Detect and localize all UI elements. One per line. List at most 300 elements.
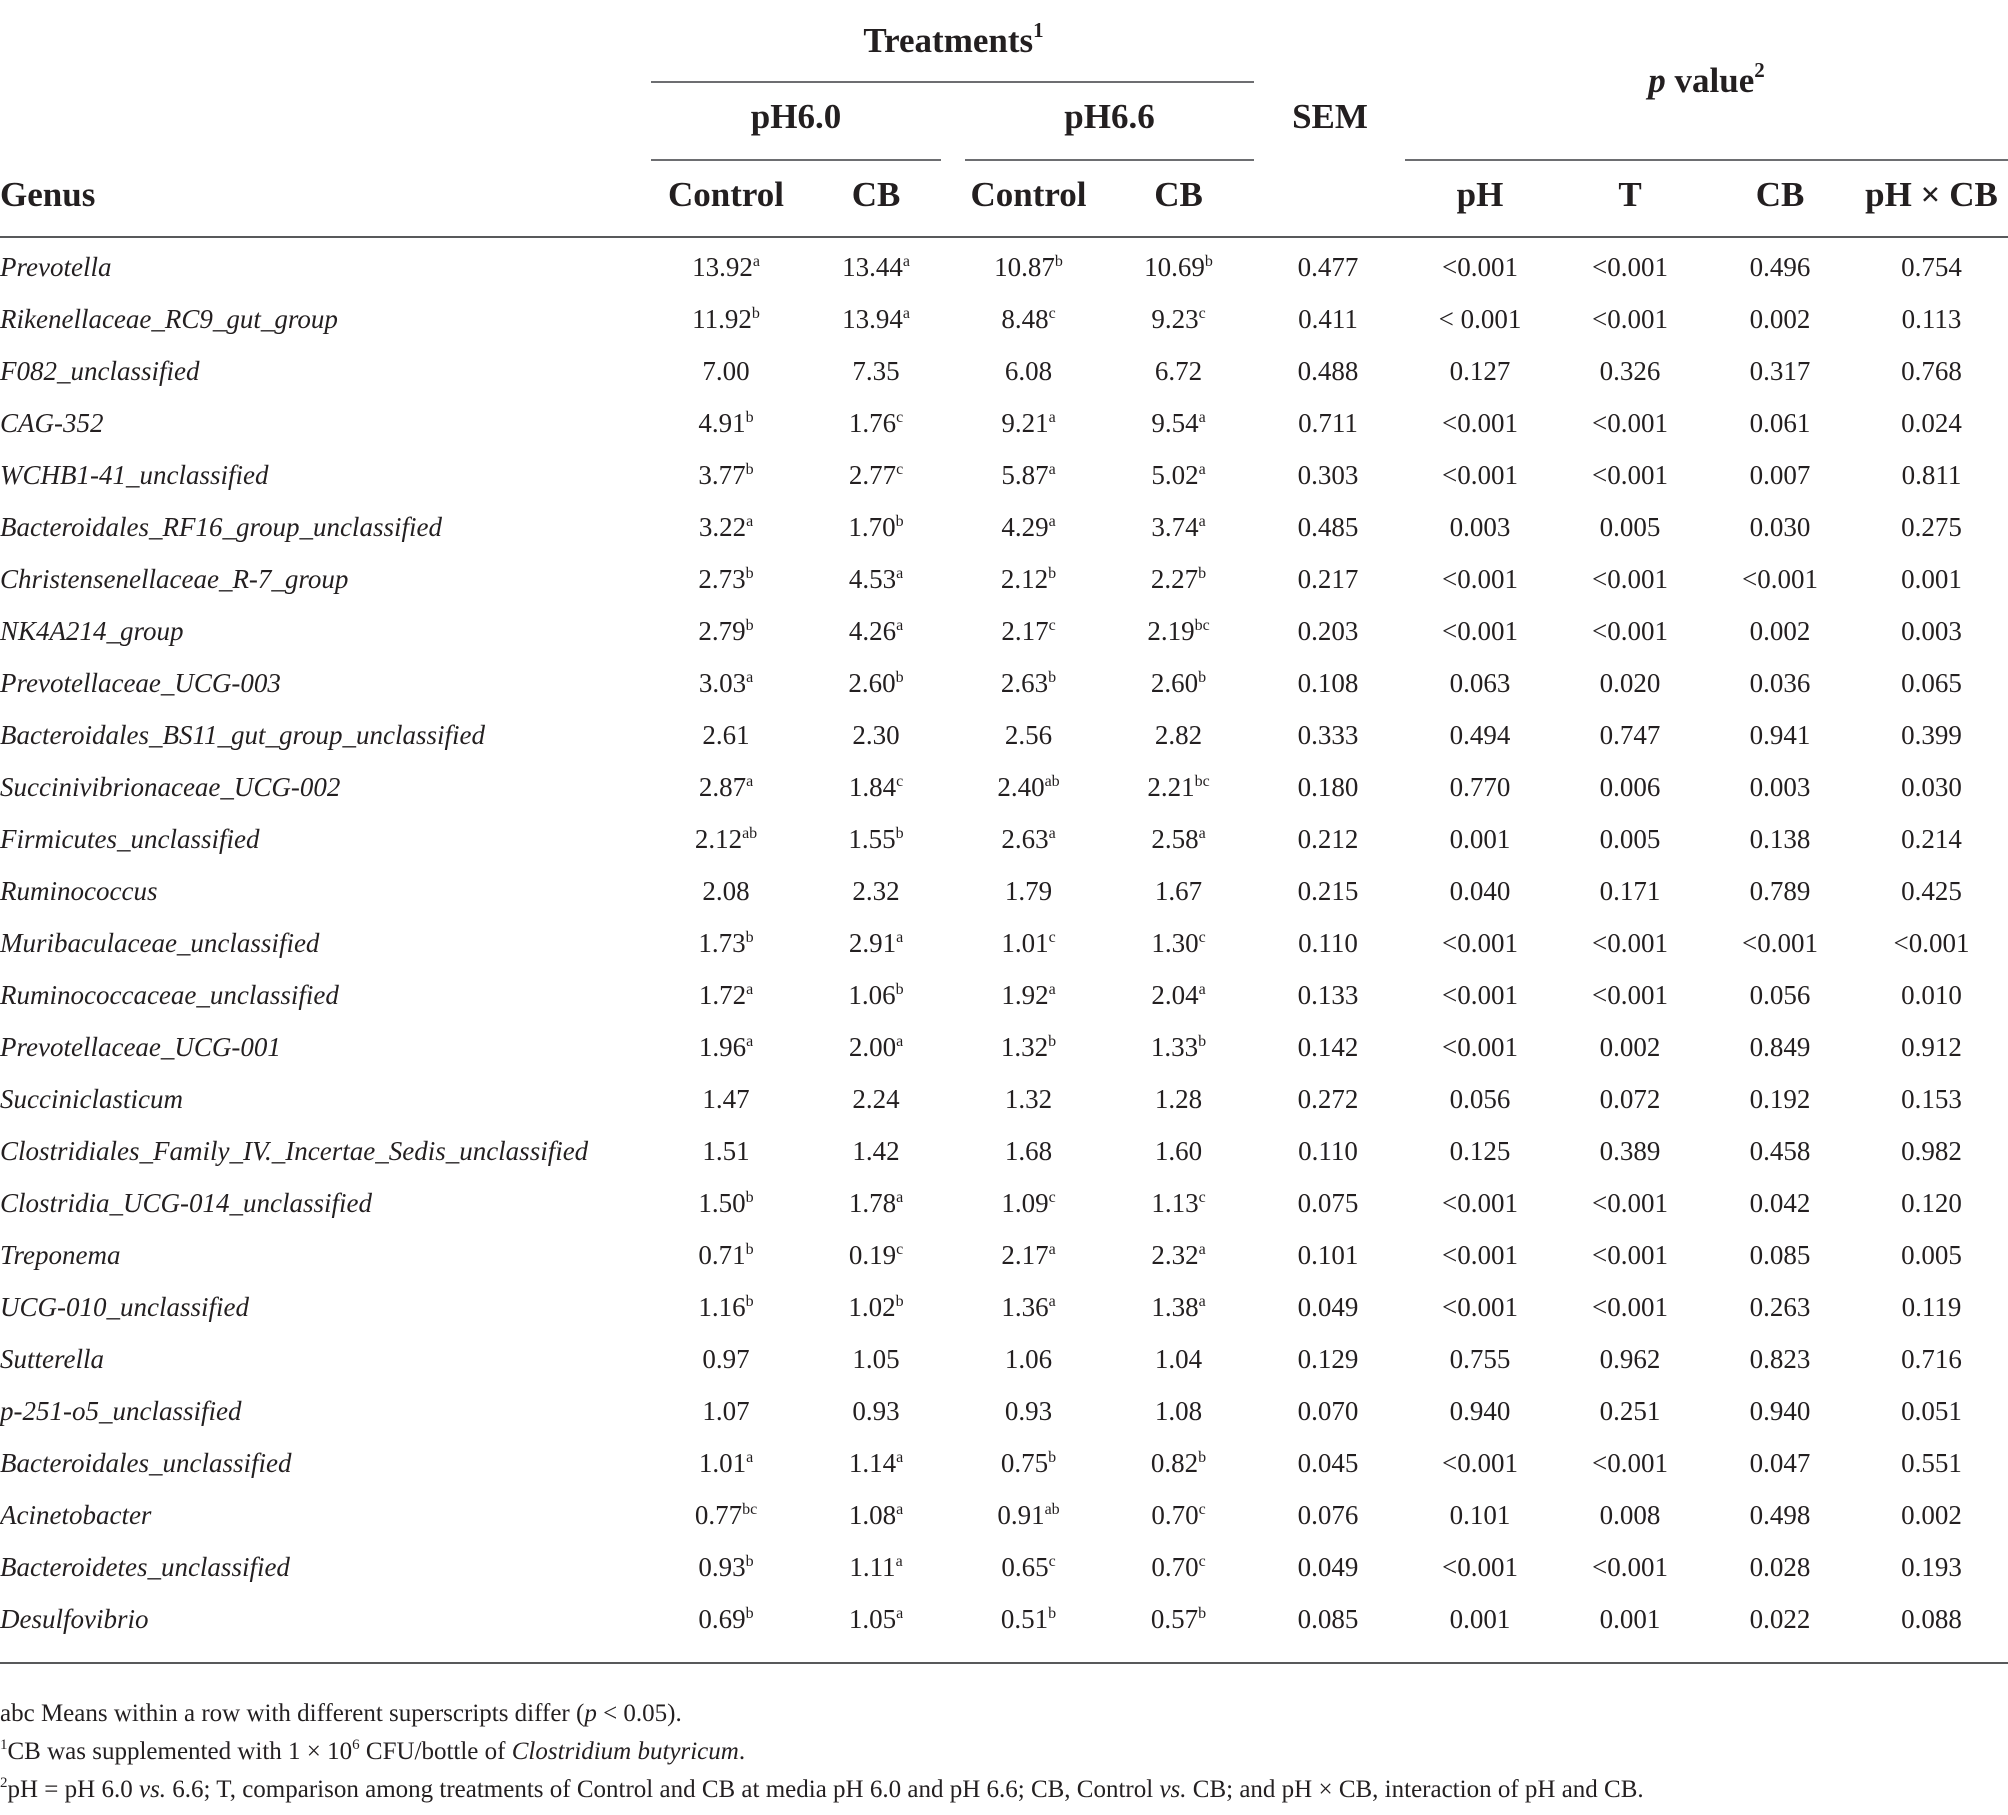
mean-cell: 1.72$^a$ (698, 979, 754, 1010)
sem-cell: 0.085 (1297, 1603, 1359, 1634)
pvalue-cell: 0.006 (1599, 771, 1661, 802)
mean-cell: 2.87$^a$ (698, 771, 754, 802)
mean-cell: 1.47 (702, 1083, 750, 1114)
pvalue-cell: 0.020 (1599, 667, 1661, 698)
pvalue-cell: 0.770 (1449, 771, 1511, 802)
ph60-rule (651, 159, 941, 161)
mean-cell: 7.00 (702, 355, 750, 386)
sem-cell: 0.217 (1297, 563, 1359, 594)
table-row (0, 1125, 2008, 1177)
pvalue-cell: 0.912 (1901, 1031, 1962, 1062)
pvalue-cell: 0.113 (1901, 303, 1962, 334)
mean-cell: 2.58$^a$ (1151, 823, 1206, 854)
control-ph66-header: Control (970, 175, 1087, 214)
pvalue-cell: <0.001 (1442, 251, 1518, 282)
pvalue-cell: 0.005 (1901, 1239, 1962, 1270)
mean-cell: 6.08 (1004, 355, 1053, 386)
data-table (0, 241, 2008, 1645)
mean-cell: 1.09$^c$ (1001, 1187, 1056, 1218)
mean-cell: 1.06$^b$ (848, 979, 904, 1010)
mean-cell: 2.82 (1154, 719, 1203, 750)
genus-cell: Clostridiales_Family_IV._Incertae_Sedis_unclassified (0, 1135, 589, 1166)
pvalue-cell: 0.768 (1901, 355, 1962, 386)
mean-cell: 1.50$^b$ (698, 1187, 754, 1218)
mean-cell: 1.42 (852, 1135, 900, 1166)
pvalue-cell: <0.001 (1592, 979, 1668, 1010)
genus-cell: Ruminococcus (0, 875, 158, 906)
pvalue-cell: <0.001 (1442, 1187, 1518, 1218)
treatments-rule (651, 81, 1254, 83)
pvalue-cell: <0.001 (1442, 1291, 1518, 1322)
table-row (0, 1177, 2008, 1229)
pvalue-cell: 0.940 (1749, 1395, 1811, 1426)
pvalue-cell: 0.982 (1901, 1135, 1962, 1166)
pvalue-rule (1405, 159, 2008, 161)
mean-cell: 2.73$^b$ (698, 563, 754, 594)
treatments-header: Treatments$^1$ (863, 18, 1044, 60)
pvalue-cell: 0.003 (1449, 511, 1511, 542)
pvalue-cell: 0.056 (1749, 979, 1811, 1010)
sem-cell: 0.070 (1297, 1395, 1359, 1426)
sem-cell: 0.133 (1297, 979, 1359, 1010)
mean-cell: 2.08 (702, 875, 750, 906)
mean-cell: 0.93 (852, 1395, 900, 1426)
cb-ph60-header: CB (851, 175, 901, 214)
ph66-rule (965, 159, 1254, 161)
sem-cell: 0.110 (1298, 1135, 1358, 1166)
mean-cell: 1.70$^b$ (848, 511, 904, 542)
mean-cell: 1.11$^a$ (849, 1551, 903, 1582)
mean-cell: 0.71$^b$ (698, 1239, 754, 1270)
p-phcb-header: pH × CB (1865, 175, 1998, 214)
mean-cell: 0.97 (702, 1343, 750, 1374)
genus-cell: Prevotellaceae_UCG-003 (0, 667, 281, 698)
pvalue-cell: 0.747 (1599, 719, 1661, 750)
pvalue-cell: 0.047 (1749, 1447, 1811, 1478)
genus-cell: Sutterella (0, 1343, 104, 1374)
mean-cell: 1.02$^b$ (848, 1291, 904, 1322)
pvalue-header: p value$^2$ (1648, 58, 1765, 100)
mean-cell: 2.77$^c$ (848, 459, 904, 490)
pvalue-cell: 0.005 (1599, 823, 1661, 854)
genus-cell: CAG-352 (0, 407, 104, 438)
pvalue-cell: 0.028 (1749, 1551, 1811, 1582)
mean-cell: 0.57$^b$ (1150, 1603, 1207, 1634)
pvalue-cell: 0.085 (1749, 1239, 1811, 1270)
pvalue-cell: 0.024 (1901, 407, 1962, 438)
pvalue-cell: 0.193 (1901, 1551, 1962, 1582)
cb-ph66-header: CB (1154, 175, 1203, 214)
table-row (0, 1073, 2008, 1125)
genus-cell: Bacteroidales_unclassified (0, 1447, 292, 1478)
pvalue-cell: 0.101 (1449, 1499, 1511, 1530)
mean-cell: 2.40$^{ab}$ (997, 771, 1060, 802)
p-cb-header: CB (1755, 175, 1805, 214)
pvalue-cell: < 0.001 (1438, 303, 1522, 334)
mean-cell: 4.91$^b$ (698, 407, 754, 438)
p-ph-header: pH (1456, 175, 1504, 214)
table-row (0, 1333, 2008, 1385)
table-row (0, 397, 2008, 449)
sem-cell: 0.110 (1298, 927, 1358, 958)
genus-cell: Acinetobacter (0, 1499, 152, 1530)
genus-cell: Ruminococcaceae_unclassified (0, 979, 339, 1010)
table-row (0, 761, 2008, 813)
genus-cell: WCHB1-41_unclassified (0, 459, 269, 490)
pvalue-cell: 0.008 (1599, 1499, 1661, 1530)
mean-cell: 1.36$^a$ (1001, 1291, 1056, 1322)
sem-cell: 0.076 (1297, 1499, 1359, 1530)
mean-cell: 1.07 (702, 1395, 750, 1426)
pvalue-cell: 0.002 (1599, 1031, 1661, 1062)
pvalue-cell: <0.001 (1592, 251, 1668, 282)
pvalue-cell: 0.811 (1901, 459, 1962, 490)
pvalue-cell: <0.001 (1592, 1551, 1668, 1582)
pvalue-cell: 0.001 (1901, 563, 1962, 594)
table-row (0, 553, 2008, 605)
mean-cell: 2.00$^a$ (848, 1031, 904, 1062)
genus-cell: Clostridia_UCG-014_unclassified (0, 1187, 373, 1218)
mean-cell: 5.02$^a$ (1151, 459, 1206, 490)
pvalue-cell: 0.088 (1901, 1603, 1962, 1634)
mean-cell: 1.84$^c$ (848, 771, 904, 802)
pvalue-cell: 0.214 (1901, 823, 1962, 854)
mean-cell: 0.51$^b$ (1000, 1603, 1057, 1634)
mean-cell: 11.92$^b$ (692, 303, 760, 334)
mean-cell: 1.28 (1154, 1083, 1203, 1114)
pvalue-cell: <0.001 (1592, 1239, 1668, 1270)
pvalue-cell: 0.849 (1749, 1031, 1811, 1062)
ph66-header: pH6.6 (1064, 97, 1155, 136)
control-ph60-header: Control (667, 175, 785, 214)
pvalue-cell: 0.030 (1901, 771, 1962, 802)
mean-cell: 2.17$^a$ (1001, 1239, 1056, 1270)
table-row (0, 1489, 2008, 1541)
mean-cell: 1.33$^b$ (1150, 1031, 1207, 1062)
genus-cell: Bacteroidales_RF16_group_unclassified (0, 511, 442, 542)
mean-cell: 1.32 (1004, 1083, 1053, 1114)
mean-cell: 4.53$^a$ (848, 563, 904, 594)
pvalue-cell: 0.941 (1749, 719, 1811, 750)
sem-cell: 0.049 (1297, 1551, 1359, 1582)
pvalue-cell: 0.192 (1749, 1083, 1811, 1114)
mean-cell: 1.60 (1154, 1135, 1203, 1166)
sem-cell: 0.075 (1297, 1187, 1359, 1218)
pvalue-cell: 0.171 (1599, 875, 1661, 906)
mean-cell: 1.78$^a$ (848, 1187, 904, 1218)
table-row (0, 501, 2008, 553)
sem-cell: 0.272 (1297, 1083, 1359, 1114)
table-row (0, 969, 2008, 1021)
sem-cell: 0.303 (1297, 459, 1359, 490)
table-row (0, 1541, 2008, 1593)
sem-cell: 0.488 (1297, 355, 1359, 386)
mean-cell: 0.82$^b$ (1150, 1447, 1207, 1478)
mean-cell: 8.48$^c$ (1001, 303, 1056, 334)
table-row (0, 813, 2008, 865)
pvalue-cell: 0.127 (1449, 355, 1511, 386)
pvalue-cell: <0.001 (1893, 927, 1970, 958)
pvalue-cell: 0.755 (1449, 1343, 1511, 1374)
mean-cell: 1.51 (702, 1135, 750, 1166)
pvalue-cell: <0.001 (1592, 563, 1668, 594)
pvalue-cell: 0.065 (1901, 667, 1962, 698)
table-row (0, 865, 2008, 917)
pvalue-cell: <0.001 (1442, 459, 1518, 490)
table-row (0, 449, 2008, 501)
mean-cell: 0.70$^c$ (1151, 1551, 1206, 1582)
mean-cell: 1.76$^c$ (848, 407, 904, 438)
table-row (0, 293, 2008, 345)
genus-cell: Rikenellaceae_RC9_gut_group (0, 303, 338, 334)
mean-cell: 13.44$^a$ (842, 251, 910, 282)
pvalue-cell: <0.001 (1592, 1187, 1668, 1218)
mean-cell: 1.08$^a$ (848, 1499, 904, 1530)
mean-cell: 1.16$^b$ (698, 1291, 754, 1322)
pvalue-cell: 0.389 (1599, 1135, 1661, 1166)
pvalue-cell: 0.022 (1749, 1603, 1811, 1634)
genus-cell: UCG-010_unclassified (0, 1291, 249, 1322)
pvalue-cell: <0.001 (1442, 1239, 1518, 1270)
mean-cell: 0.70$^c$ (1151, 1499, 1206, 1530)
mean-cell: 9.54$^a$ (1151, 407, 1206, 438)
mean-cell: 7.35 (852, 355, 900, 386)
mean-cell: 10.69$^b$ (1144, 251, 1213, 282)
pvalue-cell: 0.003 (1901, 615, 1962, 646)
mean-cell: 1.96$^a$ (698, 1031, 754, 1062)
mean-cell: 1.32$^b$ (1000, 1031, 1057, 1062)
genus-cell: Succiniclasticum (0, 1083, 183, 1114)
pvalue-cell: 0.051 (1901, 1395, 1962, 1426)
mean-cell: 10.87$^b$ (994, 251, 1063, 282)
sem-cell: 0.212 (1297, 823, 1359, 854)
genus-cell: Desulfovibrio (0, 1603, 149, 1634)
mean-cell: 2.32$^a$ (1151, 1239, 1206, 1270)
pvalue-cell: <0.001 (1442, 407, 1518, 438)
pvalue-cell: 0.042 (1749, 1187, 1811, 1218)
pvalue-cell: 0.063 (1449, 667, 1511, 698)
pvalue-cell: 0.494 (1449, 719, 1511, 750)
table-row (0, 605, 2008, 657)
genus-cell: Prevotellaceae_UCG-001 (0, 1031, 281, 1062)
pvalue-cell: 0.007 (1749, 459, 1811, 490)
pvalue-cell: 0.251 (1599, 1395, 1661, 1426)
pvalue-cell: 0.754 (1901, 251, 1962, 282)
table-row (0, 241, 2008, 293)
sem-cell: 0.203 (1297, 615, 1359, 646)
pvalue-cell: <0.001 (1442, 615, 1518, 646)
pvalue-cell: <0.001 (1442, 1551, 1518, 1582)
pvalue-cell: <0.001 (1442, 927, 1518, 958)
footnote-abc: abc Means within a row with different superscripts differ (p < 0.05). (0, 1700, 682, 1727)
mean-cell: 1.30$^c$ (1151, 927, 1206, 958)
pvalue-cell: <0.001 (1592, 1447, 1668, 1478)
mean-cell: 2.63$^b$ (1000, 667, 1057, 698)
pvalue-cell: <0.001 (1742, 927, 1818, 958)
sem-cell: 0.411 (1298, 303, 1358, 334)
sem-cell: 0.711 (1298, 407, 1358, 438)
table-row (0, 1021, 2008, 1073)
sem-cell: 0.129 (1297, 1343, 1359, 1374)
pvalue-cell: <0.001 (1442, 1031, 1518, 1062)
mean-cell: 1.73$^b$ (698, 927, 754, 958)
mean-cell: 1.92$^a$ (1001, 979, 1056, 1010)
genus-cell: Bacteroidales_BS11_gut_group_unclassified (0, 719, 485, 750)
sem-cell: 0.180 (1297, 771, 1359, 802)
mean-cell: 2.63$^a$ (1001, 823, 1056, 854)
mean-cell: 2.17$^c$ (1001, 615, 1056, 646)
mean-cell: 1.01$^a$ (698, 1447, 754, 1478)
sem-cell: 0.333 (1297, 719, 1359, 750)
genus-cell: NK4A214_group (0, 615, 184, 646)
pvalue-cell: <0.001 (1442, 1447, 1518, 1478)
mean-cell: 2.30 (852, 719, 900, 750)
mean-cell: 2.61 (702, 719, 750, 750)
mean-cell: 2.32 (852, 875, 900, 906)
pvalue-cell: 0.003 (1749, 771, 1811, 802)
mean-cell: 2.91$^a$ (848, 927, 904, 958)
pvalue-cell: <0.001 (1592, 1291, 1668, 1322)
mean-cell: 6.72 (1154, 355, 1203, 386)
mean-cell: 1.08 (1154, 1395, 1203, 1426)
pvalue-cell: 0.072 (1599, 1083, 1661, 1114)
sem-cell: 0.485 (1297, 511, 1359, 542)
mean-cell: 0.93$^b$ (698, 1551, 754, 1582)
mean-cell: 13.92$^a$ (692, 251, 760, 282)
mean-cell: 0.93 (1004, 1395, 1053, 1426)
pvalue-cell: 0.823 (1749, 1343, 1811, 1374)
sem-header: SEM (1292, 97, 1368, 136)
sem-cell: 0.101 (1297, 1239, 1359, 1270)
pvalue-cell: <0.001 (1442, 563, 1518, 594)
mean-cell: 2.12$^{ab}$ (694, 823, 758, 854)
table-row (0, 1281, 2008, 1333)
sem-cell: 0.045 (1297, 1447, 1359, 1478)
pvalue-cell: 0.001 (1599, 1603, 1661, 1634)
pvalue-cell: 0.061 (1749, 407, 1811, 438)
pvalue-cell: <0.001 (1442, 979, 1518, 1010)
mean-cell: 2.04$^a$ (1151, 979, 1206, 1010)
mean-cell: 5.87$^a$ (1001, 459, 1056, 490)
pvalue-cell: 0.962 (1599, 1343, 1661, 1374)
mean-cell: 2.60$^b$ (848, 667, 904, 698)
pvalue-cell: 0.551 (1901, 1447, 1962, 1478)
pvalue-cell: 0.496 (1749, 251, 1811, 282)
pvalue-cell: 0.789 (1749, 875, 1811, 906)
genus-cell: Bacteroidetes_unclassified (0, 1551, 290, 1582)
mean-cell: 1.01$^c$ (1001, 927, 1056, 958)
table-row (0, 917, 2008, 969)
mean-cell: 1.13$^c$ (1151, 1187, 1206, 1218)
mean-cell: 2.12$^b$ (1000, 563, 1057, 594)
pvalue-cell: <0.001 (1592, 459, 1668, 490)
mean-cell: 1.55$^b$ (848, 823, 904, 854)
pvalue-cell: <0.001 (1592, 927, 1668, 958)
pvalue-cell: 0.498 (1749, 1499, 1811, 1530)
ph60-header: pH6.0 (750, 97, 842, 136)
mean-cell: 0.19$^c$ (848, 1239, 904, 1270)
table-bottom-rule (0, 1662, 2008, 1664)
pvalue-cell: 0.317 (1749, 355, 1811, 386)
pvalue-cell: 0.940 (1449, 1395, 1511, 1426)
sem-cell: 0.215 (1297, 875, 1359, 906)
mean-cell: 3.22$^a$ (698, 511, 754, 542)
mean-cell: 3.74$^a$ (1151, 511, 1206, 542)
pvalue-cell: 0.001 (1449, 823, 1511, 854)
pvalue-cell: 0.399 (1901, 719, 1962, 750)
pvalue-cell: 0.119 (1901, 1291, 1962, 1322)
genus-cell: p-251-o5_unclassified (0, 1395, 242, 1426)
sem-cell: 0.477 (1297, 251, 1359, 282)
genus-cell: Christensenellaceae_R-7_group (0, 563, 349, 594)
mean-cell: 1.06 (1004, 1343, 1053, 1374)
pvalue-cell: 0.001 (1449, 1603, 1511, 1634)
pvalue-cell: 0.005 (1599, 511, 1661, 542)
mean-cell: 0.69$^b$ (698, 1603, 754, 1634)
genus-cell: Firmicutes_unclassified (0, 823, 260, 854)
pvalue-cell: <0.001 (1592, 407, 1668, 438)
pvalue-cell: 0.036 (1749, 667, 1811, 698)
mean-cell: 0.65$^c$ (1001, 1551, 1056, 1582)
sem-cell: 0.049 (1297, 1291, 1359, 1322)
genus-cell: Muribaculaceae_unclassified (0, 927, 320, 958)
mean-cell: 13.94$^a$ (842, 303, 910, 334)
table-row (0, 657, 2008, 709)
table-row (0, 1229, 2008, 1281)
mean-cell: 2.79$^b$ (698, 615, 754, 646)
table-row (0, 1437, 2008, 1489)
mean-cell: 2.27$^b$ (1150, 563, 1207, 594)
mean-cell: 0.77$^{bc}$ (694, 1499, 758, 1530)
pvalue-cell: 0.716 (1901, 1343, 1962, 1374)
mean-cell: 4.29$^a$ (1001, 511, 1056, 542)
pvalue-cell: <0.001 (1742, 563, 1818, 594)
pvalue-cell: 0.002 (1749, 615, 1811, 646)
mean-cell: 0.75$^b$ (1000, 1447, 1057, 1478)
genus-cell: Treponema (0, 1239, 121, 1270)
genus-cell: Prevotella (0, 251, 112, 282)
sem-cell: 0.108 (1297, 667, 1359, 698)
pvalue-cell: 0.125 (1449, 1135, 1511, 1166)
header-bottom-rule (0, 236, 2008, 238)
pvalue-cell: 0.030 (1749, 511, 1811, 542)
mean-cell: 1.68 (1004, 1135, 1053, 1166)
mean-cell: 3.77$^b$ (698, 459, 754, 490)
genus-cell: F082_unclassified (0, 355, 200, 386)
table-row (0, 1593, 2008, 1645)
pvalue-cell: 0.458 (1749, 1135, 1811, 1166)
pvalue-cell: 0.040 (1449, 875, 1511, 906)
mean-cell: 1.67 (1154, 875, 1203, 906)
pvalue-cell: 0.002 (1749, 303, 1811, 334)
sem-cell: 0.142 (1297, 1031, 1359, 1062)
mean-cell: 4.26$^a$ (848, 615, 904, 646)
table-row (0, 709, 2008, 761)
mean-cell: 1.38$^a$ (1151, 1291, 1206, 1322)
table-row (0, 345, 2008, 397)
mean-cell: 9.23$^c$ (1151, 303, 1206, 334)
genus-cell: Succinivibrionaceae_UCG-002 (0, 771, 341, 802)
mean-cell: 3.03$^a$ (698, 667, 754, 698)
pvalue-cell: 0.275 (1901, 511, 1962, 542)
mean-cell: 2.60$^b$ (1150, 667, 1207, 698)
pvalue-cell: 0.056 (1449, 1083, 1511, 1114)
mean-cell: 1.04 (1154, 1343, 1203, 1374)
mean-cell: 2.56 (1004, 719, 1053, 750)
footnote-2: $^2$pH = pH 6.0 vs. 6.6; T, comparison among treatments of Control and CB at media pH 6.0 and pH 6.6; CB, Control vs. CB; and pH × CB, interaction of pH and CB. (0, 1775, 1644, 1803)
pvalue-cell: 0.153 (1901, 1083, 1962, 1114)
pvalue-cell: 0.138 (1749, 823, 1811, 854)
